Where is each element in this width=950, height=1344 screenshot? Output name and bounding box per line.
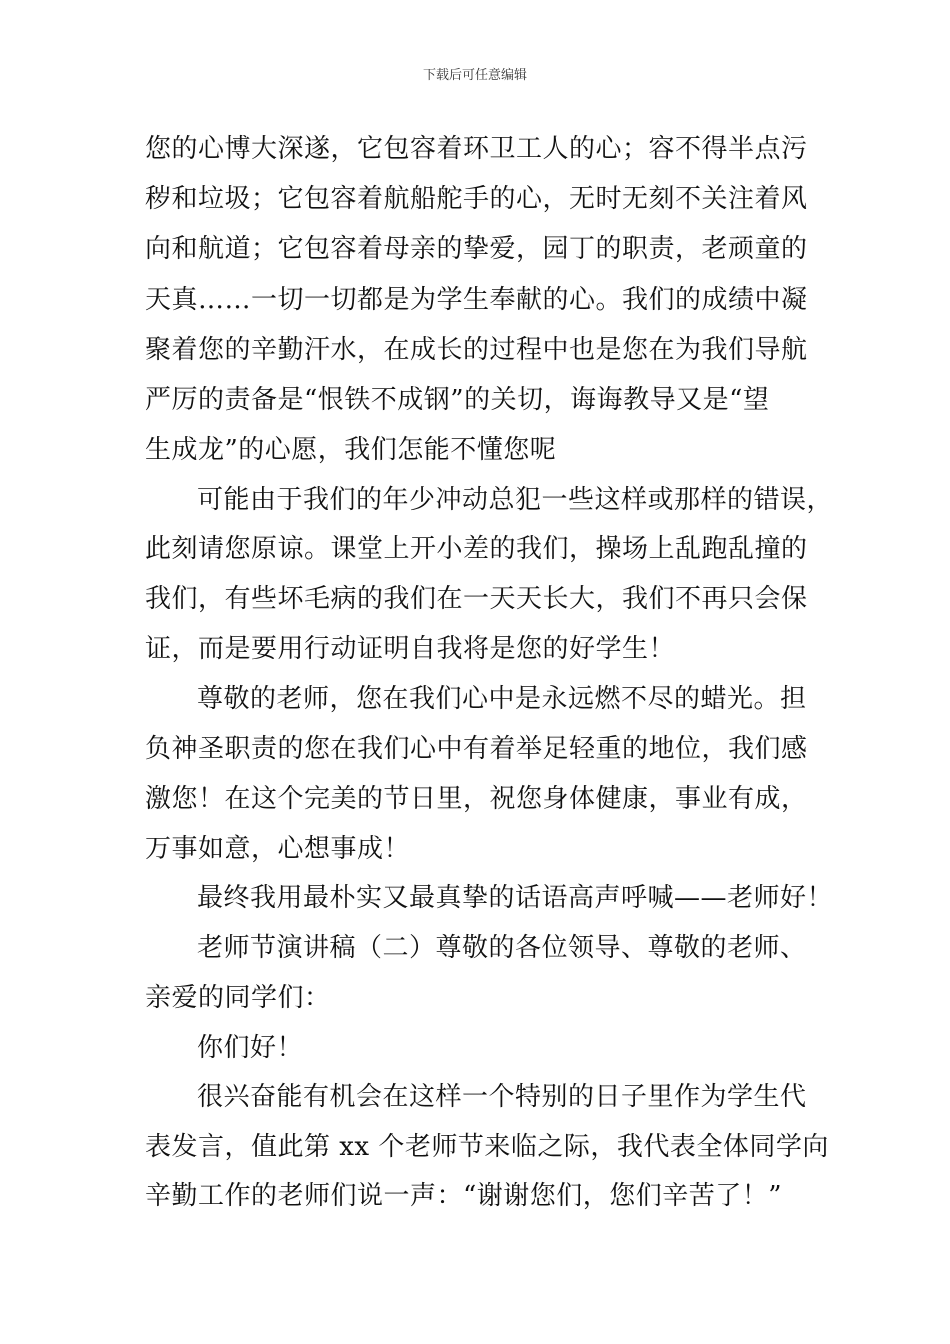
body-line: 你们好！ — [197, 1033, 304, 1063]
body-line: 可能由于我们的年少冲动总犯一些这样或那样的错误， — [197, 485, 834, 515]
body-line: 我们，有些坏毛病的我们在一天天长大，我们不再只会保 — [145, 584, 808, 614]
body-line: 聚着您的辛勤汗水，在成长的过程中也是您在为我们导航 — [145, 335, 808, 365]
body-line: 很兴奋能有机会在这样一个特别的日子里作为学生代 — [197, 1082, 807, 1112]
body-line: 尊敬的老师，您在我们心中是永远燃不尽的蜡光。担 — [197, 684, 807, 714]
body-line: 激您！在这个完美的节日里，祝您身体健康，事业有成， — [145, 784, 808, 814]
body-line: 生成龙”的心愿，我们怎能不懂您呢 — [145, 435, 557, 465]
body-line: 辛勤工作的老师们说一声：“谢谢您们，您们辛苦了！” — [145, 1181, 783, 1211]
page-header-note: 下载后可任意编辑 — [422, 68, 527, 83]
body-line: 向和航道；它包容着母亲的挚爱，园丁的职责，老顽童的 — [145, 234, 808, 264]
body-line: 亲爱的同学们： — [145, 983, 331, 1013]
body-line: 最终我用最朴实又最真挚的话语高声呼喊——老师好！ — [197, 883, 834, 913]
body-line: 天真……一切一切都是为学生奉献的心。我们的成绩中凝 — [145, 285, 808, 315]
body-line: 老师节演讲稿（二）尊敬的各位领导、尊敬的老师、 — [197, 933, 807, 963]
body-line: 您的心博大深遂，它包容着环卫工人的心；容不得半点污 — [145, 134, 808, 164]
body-line: 表发言，值此第 xx 个老师节来临之际，我代表全体同学向 — [145, 1132, 829, 1162]
body-line: 证，而是要用行动证明自我将是您的好学生！ — [145, 634, 676, 664]
body-line: 负神圣职责的您在我们心中有着举足轻重的地位，我们感 — [145, 734, 808, 764]
body-line: 万事如意，心想事成！ — [145, 834, 411, 864]
body-line: 此刻请您原谅。课堂上开小差的我们，操场上乱跑乱撞的 — [145, 534, 808, 564]
body-line: 秽和垃圾；它包容着航船舵手的心，无时无刻不关注着风 — [145, 184, 808, 214]
body-line: 严厉的责备是“恨铁不成钢”的关切，诲诲教导又是“望 — [145, 385, 770, 415]
